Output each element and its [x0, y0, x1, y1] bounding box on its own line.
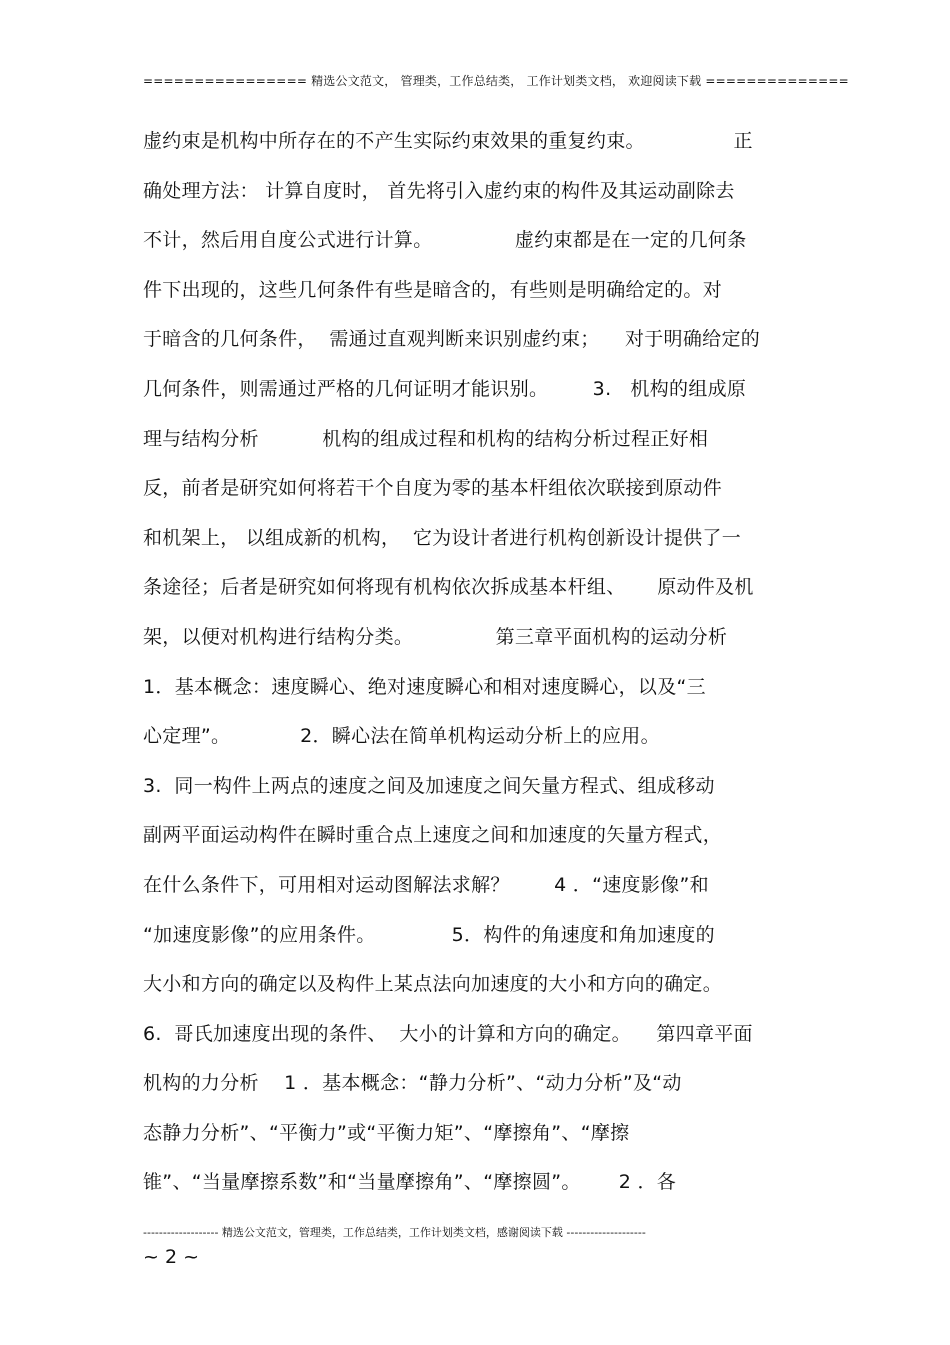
- text-line: 理与结构分析 机构的组成过程和机构的结构分析过程正好相: [143, 427, 709, 450]
- text-line: “加速度影像”的应用条件。 5．构件的角速度和角加速度的: [143, 923, 715, 946]
- text-line: 副两平面运动构件在瞬时重合点上速度之间和加速度的矢量方程式，: [143, 824, 723, 847]
- text-line: 确处理方法： 计算自度时， 首先将引入虚约束的构件及其运动副除去: [143, 179, 735, 202]
- text-line: 架，以便对机构进行结构分类。 第三章平面机构的运动分析: [143, 625, 728, 648]
- text-line: 和机架上， 以组成新的机构， 它为设计者进行机构创新设计提供了一: [143, 526, 742, 549]
- page-header: ================ 精选公文范文， 管理类，工作总结类， 工作计划类文档， 欢迎阅读下载 ==============: [143, 74, 849, 88]
- text-line: 几何条件，则需通过严格的几何证明才能识别。 3. 机构的组成原: [143, 377, 747, 400]
- text-line: 态静力分析”、“平衡力”或“平衡力矩”、“摩擦角”、“摩擦: [143, 1121, 630, 1144]
- text-line: 件下出现的，这些几何条件有些是暗含的，有些则是明确给定的。对: [143, 278, 723, 301]
- body-text: [143, 124, 813, 1215]
- text-line: 锥”、“当量摩擦系数”和“当量摩擦角”、“摩擦圆”。 2 ．各: [143, 1171, 677, 1194]
- page-number: ~ 2 ~: [143, 1246, 200, 1268]
- text-line: 不计，然后用自度公式进行计算。 虚约束都是在一定的几何条: [143, 229, 747, 252]
- text-line: 于暗含的几何条件， 需通过直观判断来识别虚约束； 对于明确给定的: [143, 328, 761, 351]
- text-line: 反，前者是研究如何将若干个自度为零的基本杆组依次联接到原动件: [143, 477, 723, 500]
- text-line: 1．基本概念：速度瞬心、绝对速度瞬心和相对速度瞬心，以及“三: [143, 675, 706, 698]
- text-line: 3. 同一构件上两点的速度之间及加速度之间矢量方程式、组成移动: [143, 774, 715, 797]
- page-footer: ------------------- 精选公文范文，管理类，工作总结类，工作计划类文档，感谢阅读下载 --------------------: [143, 1226, 646, 1239]
- text-line: 心定理”。 2．瞬心法在简单机构运动分析上的应用。: [143, 725, 660, 748]
- text-line: 机构的力分析 1 ．基本概念：“静力分析”、“动力分析”及“动: [143, 1072, 682, 1095]
- text-line: 条途径；后者是研究如何将现有机构依次拆成基本杆组、 原动件及机: [143, 576, 754, 599]
- text-line: 在什么条件下，可用相对运动图解法求解？ 4 ．“速度影像”和: [143, 873, 709, 896]
- text-line: 6. 哥氏加速度出现的条件、 大小的计算和方向的确定。 第四章平面: [143, 1022, 753, 1045]
- text-line: 大小和方向的确定以及构件上某点法向加速度的大小和方向的确定。: [143, 973, 723, 996]
- text-line: 虚约束是机构中所存在的不产生实际约束效果的重复约束。 正: [143, 130, 753, 152]
